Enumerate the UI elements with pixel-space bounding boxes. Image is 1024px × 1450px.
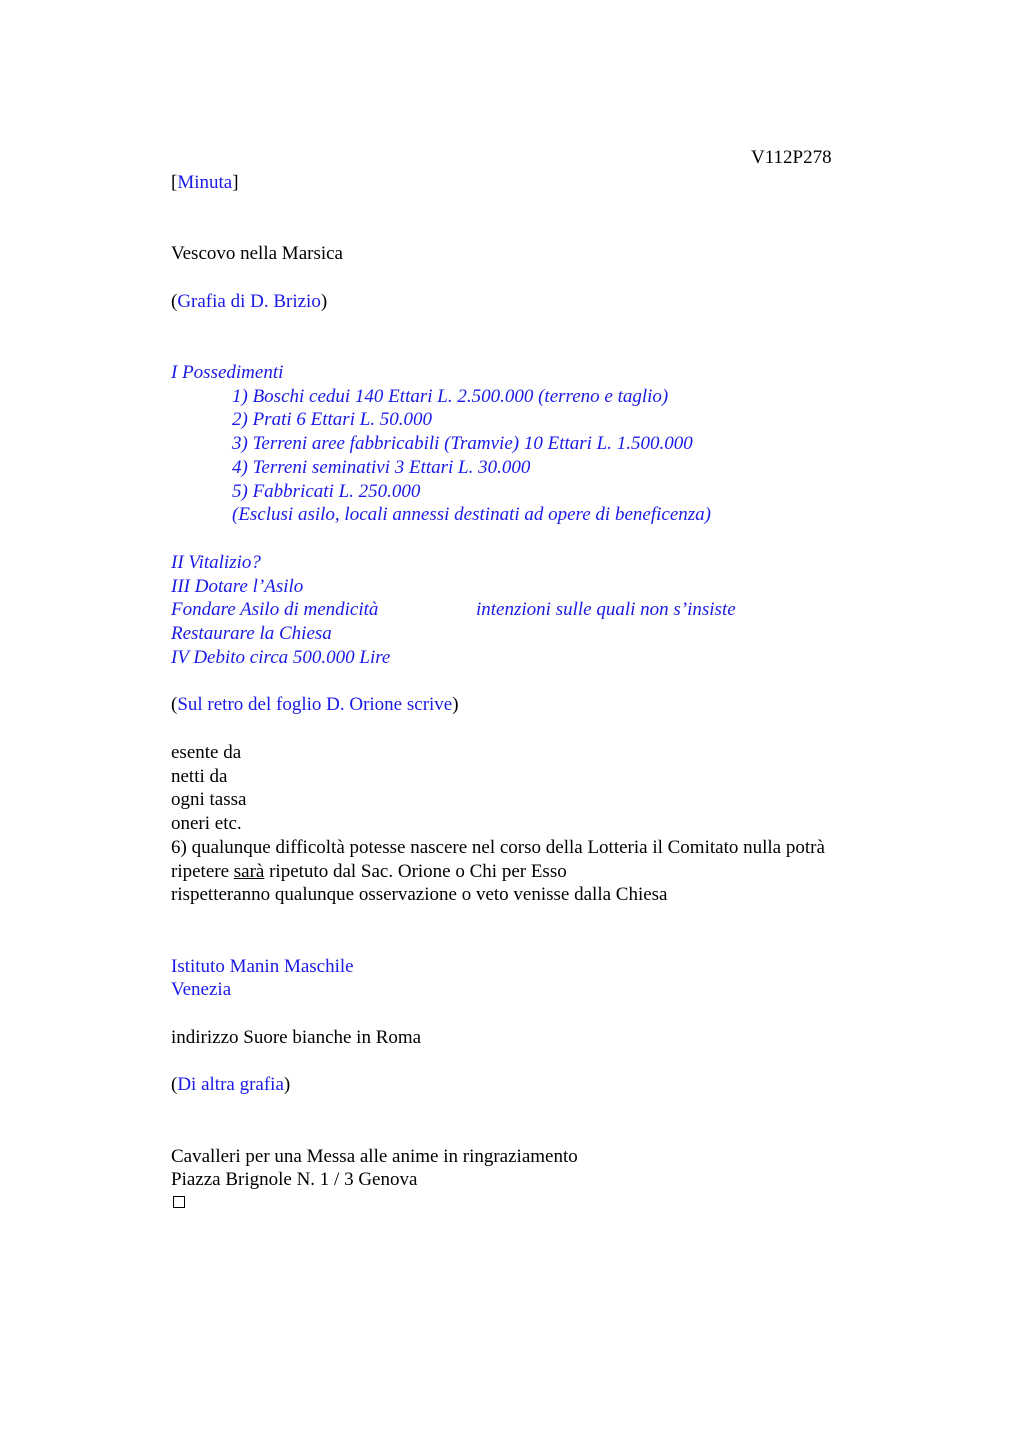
note-altra-grafia-text: Di altra grafia (177, 1074, 284, 1095)
debito-line: IV Debito circa 500.000 Lire (171, 647, 391, 668)
document-title: Vescovo nella Marsica (171, 243, 343, 264)
note-retro: (Sul retro del foglio D. Orione scrive) (171, 694, 459, 715)
possedimenti-item: 2) Prati 6 Ettari L. 50.000 (232, 409, 433, 430)
possedimenti-heading: I Possedimenti (171, 362, 284, 383)
note-retro-text: Sul retro del foglio D. Orione scrive (177, 694, 453, 715)
note-altra-grafia: (Di altra grafia) (171, 1074, 291, 1095)
restaurare-line: Restaurare la Chiesa (171, 623, 332, 644)
retro-line: oneri etc. (171, 813, 242, 834)
possedimenti-item: 1) Boschi cedui 140 Ettari L. 2.500.000 (terreno e taglio) (232, 386, 669, 407)
note-grafia-brizio: (Grafia di D. Brizio) (171, 291, 328, 312)
dotare-line: III Dotare l’Asilo (171, 576, 304, 597)
address-line: Piazza Brignole N. 1 / 3 Genova (171, 1169, 418, 1190)
retro-line: netti da (171, 766, 228, 787)
underlined-word: sarà (233, 861, 265, 882)
checkbox-icon (173, 1196, 185, 1208)
possedimenti-item: 4) Terreni seminativi 3 Ettari L. 30.000 (232, 457, 531, 478)
possedimenti-item: 3) Terreni aree fabbricabili (Tramvie) 10 Ettari L. 1.500.000 (232, 433, 693, 454)
intenzioni-note: intenzioni sulle quali non s’insiste (476, 599, 736, 620)
ref-code: V112P278 (751, 147, 832, 168)
vitalizio-line: II Vitalizio? (171, 552, 261, 573)
cavalleri-line: Cavalleri per una Messa alle anime in ringraziamento (171, 1146, 578, 1167)
istituto-name: Istituto Manin Maschile (171, 956, 354, 977)
point-six-line: ripetere sarà ripetuto dal Sac. Orione o Chi per Esso (171, 861, 567, 882)
fondare-line: Fondare Asilo di mendicità (171, 599, 379, 620)
istituto-city: Venezia (171, 979, 232, 1000)
point-six-line: 6) qualunque difficoltà potesse nascere nel corso della Lotteria il Comitato nulla potrà (171, 837, 825, 858)
retro-line: esente da (171, 742, 242, 763)
retro-line: ogni tassa (171, 789, 247, 810)
minuta-label: [Minuta] (171, 172, 239, 193)
possedimenti-item: 5) Fabbricati L. 250.000 (232, 481, 421, 502)
possedimenti-note: (Esclusi asilo, locali annessi destinati ad opere di beneficenza) (232, 504, 711, 525)
point-six-line: rispetteranno qualunque osservazione o veto venisse dalla Chiesa (171, 884, 668, 905)
minuta-text: Minuta (177, 172, 233, 193)
note-grafia-brizio-text: Grafia di D. Brizio (177, 291, 321, 312)
indirizzo-line: indirizzo Suore bianche in Roma (171, 1027, 422, 1048)
